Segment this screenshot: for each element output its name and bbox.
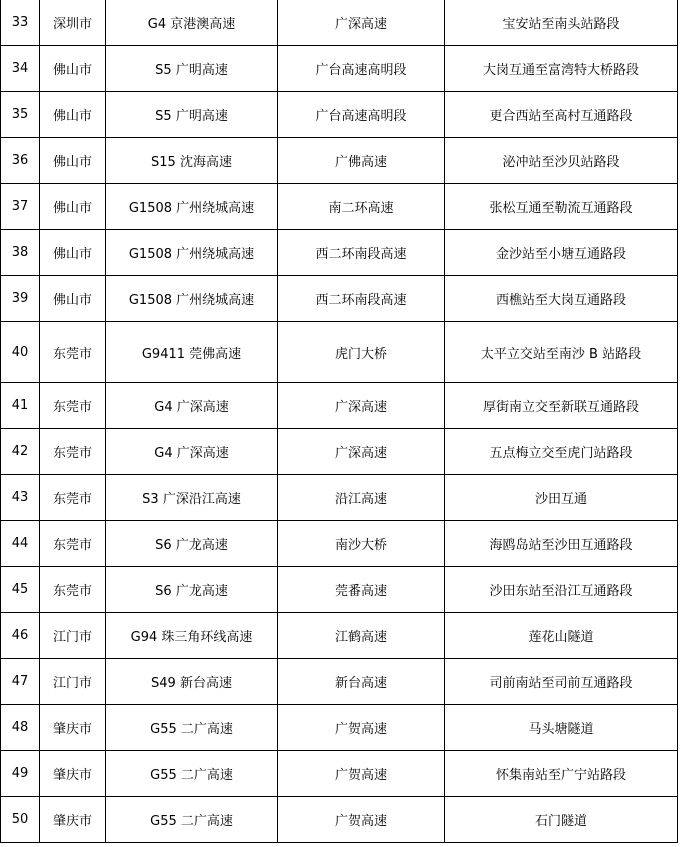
highway-name-cell: 新台高速: [278, 659, 445, 705]
row-number-cell: 33: [1, 0, 40, 46]
table-body: [1, 0, 678, 843]
row-number-cell: 44: [1, 521, 40, 567]
table-row: [1, 521, 678, 567]
table-row: [1, 567, 678, 613]
table-row: [1, 475, 678, 521]
road-segment-cell: 张松互通至勒流互通路段: [445, 184, 678, 230]
highway-name-cell: 广深高速: [278, 429, 445, 475]
highway-name-cell: 西二环南段高速: [278, 230, 445, 276]
city-cell: 肇庆市: [40, 705, 106, 751]
highway-name-cell: 西二环南段高速: [278, 276, 445, 322]
city-cell: 东莞市: [40, 567, 106, 613]
road-segment-cell: 莲花山隧道: [445, 613, 678, 659]
city-cell: 佛山市: [40, 46, 106, 92]
highway-route-cell: S15 沈海高速: [106, 138, 278, 184]
city-cell: 东莞市: [40, 475, 106, 521]
city-cell: 佛山市: [40, 92, 106, 138]
table-row: [1, 92, 678, 138]
highway-name-cell: 南二环高速: [278, 184, 445, 230]
highway-route-cell: S49 新台高速: [106, 659, 278, 705]
table-row: [1, 659, 678, 705]
table-row: [1, 429, 678, 475]
highway-name-cell: 虎门大桥: [278, 322, 445, 383]
road-segment-cell: 大岗互通至富湾特大桥路段: [445, 46, 678, 92]
city-cell: 东莞市: [40, 429, 106, 475]
road-segment-cell: 马头塘隧道: [445, 705, 678, 751]
table-row: [1, 613, 678, 659]
road-segment-cell: 沙田东站至沿江互通路段: [445, 567, 678, 613]
table-row: [1, 322, 678, 383]
highway-name-cell: 沿江高速: [278, 475, 445, 521]
highway-route-cell: G4 京港澳高速: [106, 0, 278, 46]
highway-name-cell: 广台高速高明段: [278, 92, 445, 138]
highway-route-cell: G55 二广高速: [106, 751, 278, 797]
city-cell: 肇庆市: [40, 797, 106, 843]
city-cell: 东莞市: [40, 521, 106, 567]
row-number-cell: 40: [1, 322, 40, 383]
highway-route-cell: S5 广明高速: [106, 92, 278, 138]
city-cell: 佛山市: [40, 138, 106, 184]
city-cell: 江门市: [40, 659, 106, 705]
row-number-cell: 41: [1, 383, 40, 429]
highway-route-cell: S6 广龙高速: [106, 521, 278, 567]
highway-name-cell: 江鹤高速: [278, 613, 445, 659]
highway-name-cell: 广佛高速: [278, 138, 445, 184]
row-number-cell: 39: [1, 276, 40, 322]
highway-route-cell: G1508 广州绕城高速: [106, 230, 278, 276]
city-cell: 佛山市: [40, 184, 106, 230]
row-number-cell: 34: [1, 46, 40, 92]
highway-route-cell: G94 珠三角环线高速: [106, 613, 278, 659]
table-row: [1, 705, 678, 751]
row-number-cell: 48: [1, 705, 40, 751]
city-cell: 深圳市: [40, 0, 106, 46]
road-segment-cell: 司前南站至司前互通路段: [445, 659, 678, 705]
row-number-cell: 49: [1, 751, 40, 797]
table-row: [1, 797, 678, 843]
row-number-cell: 46: [1, 613, 40, 659]
row-number-cell: 37: [1, 184, 40, 230]
row-number-cell: 36: [1, 138, 40, 184]
table-row: [1, 46, 678, 92]
highway-route-cell: S6 广龙高速: [106, 567, 278, 613]
highway-route-cell: G55 二广高速: [106, 705, 278, 751]
highway-name-cell: 莞番高速: [278, 567, 445, 613]
city-cell: 佛山市: [40, 230, 106, 276]
highway-route-cell: S3 广深沿江高速: [106, 475, 278, 521]
highway-name-cell: 广贺高速: [278, 705, 445, 751]
highway-name-cell: 广台高速高明段: [278, 46, 445, 92]
table-row: [1, 276, 678, 322]
road-segment-cell: 金沙站至小塘互通路段: [445, 230, 678, 276]
highway-route-cell: G1508 广州绕城高速: [106, 276, 278, 322]
highway-route-cell: G9411 莞佛高速: [106, 322, 278, 383]
highway-route-cell: G1508 广州绕城高速: [106, 184, 278, 230]
row-number-cell: 45: [1, 567, 40, 613]
row-number-cell: 42: [1, 429, 40, 475]
highway-name-cell: 南沙大桥: [278, 521, 445, 567]
table-row: [1, 230, 678, 276]
road-segment-cell: 太平立交站至南沙 B 站路段: [445, 322, 678, 383]
road-segment-cell: 宝安站至南头站路段: [445, 0, 678, 46]
row-number-cell: 38: [1, 230, 40, 276]
city-cell: 佛山市: [40, 276, 106, 322]
row-number-cell: 43: [1, 475, 40, 521]
road-segment-cell: 怀集南站至广宁站路段: [445, 751, 678, 797]
city-cell: 东莞市: [40, 383, 106, 429]
table-row: [1, 138, 678, 184]
row-number-cell: 47: [1, 659, 40, 705]
highway-route-cell: G4 广深高速: [106, 429, 278, 475]
road-segment-cell: 海鸥岛站至沙田互通路段: [445, 521, 678, 567]
highway-route-cell: S5 广明高速: [106, 46, 278, 92]
city-cell: 江门市: [40, 613, 106, 659]
highway-name-cell: 广深高速: [278, 383, 445, 429]
highway-name-cell: 广深高速: [278, 0, 445, 46]
highway-route-cell: G4 广深高速: [106, 383, 278, 429]
table-row: [1, 0, 678, 46]
road-segment-cell: 西樵站至大岗互通路段: [445, 276, 678, 322]
table-row: [1, 184, 678, 230]
table-row: [1, 751, 678, 797]
highway-route-cell: G55 二广高速: [106, 797, 278, 843]
city-cell: 东莞市: [40, 322, 106, 383]
row-number-cell: 35: [1, 92, 40, 138]
road-segment-cell: 五点梅立交至虎门站路段: [445, 429, 678, 475]
city-cell: 肇庆市: [40, 751, 106, 797]
road-segment-cell: 泌冲站至沙贝站路段: [445, 138, 678, 184]
road-segment-cell: 石门隧道: [445, 797, 678, 843]
table-row: [1, 383, 678, 429]
row-number-cell: 50: [1, 797, 40, 843]
road-segment-cell: 更合西站至高村互通路段: [445, 92, 678, 138]
highway-name-cell: 广贺高速: [278, 751, 445, 797]
highway-name-cell: 广贺高速: [278, 797, 445, 843]
road-segment-cell: 沙田互通: [445, 475, 678, 521]
road-segment-cell: 厚街南立交至新联互通路段: [445, 383, 678, 429]
